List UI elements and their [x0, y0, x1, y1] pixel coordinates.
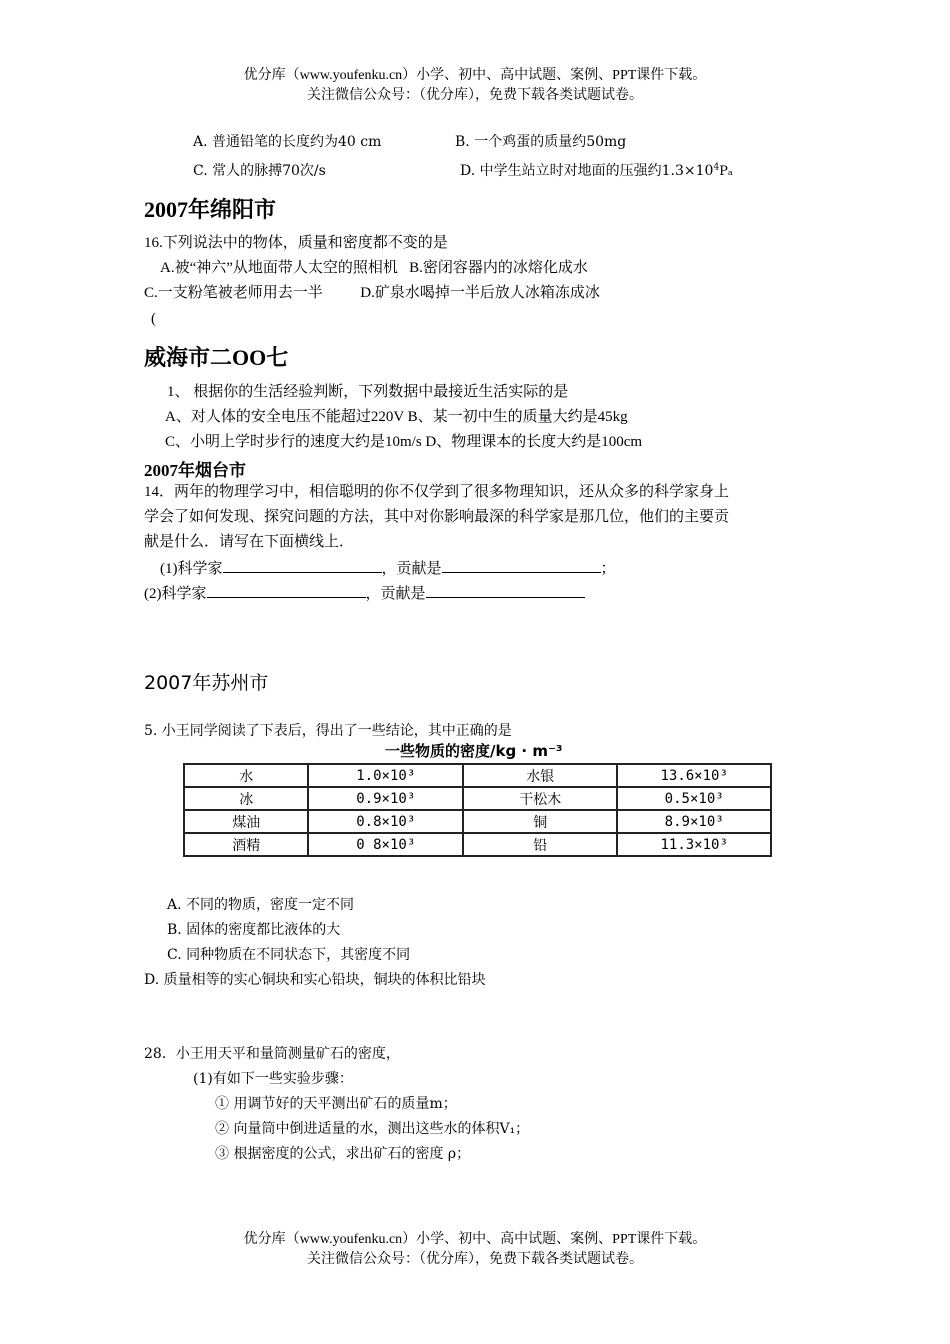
weihai-options-ab: A、对人体的安全电压不能超过220V B、某一初中生的质量大约是45kg: [165, 409, 628, 425]
density-table: [183, 763, 772, 857]
step-2: ② 向量筒中倒进适量的水，测出这些水的体积V₁；: [215, 1121, 530, 1137]
suzhou-option-c: C. 同种物质在不同状态下，其密度不同: [167, 947, 411, 963]
yantai-heading: 2007年烟台市: [144, 461, 246, 480]
table-cell: 1.0×10³: [308, 764, 463, 787]
step-3: ③ 根据密度的公式，求出矿石的密度 ρ；: [215, 1146, 471, 1162]
option-d: [460, 160, 733, 180]
contribution-2-blank[interactable]: [426, 581, 585, 598]
table-cell: 13.6×10³: [617, 764, 771, 787]
table-cell: 水: [184, 764, 308, 787]
table-cell: 冰: [184, 787, 308, 810]
table-cell: 干松木: [463, 787, 617, 810]
mianyang-heading: 2007年绵阳市: [144, 197, 277, 222]
mianyang-paren: (: [151, 311, 156, 327]
suzhou-question-5: 5. 小王同学阅读了下表后，得出了一些结论，其中正确的是: [144, 723, 512, 739]
mianyang-question: 16.下列说法中的物体，质量和密度都不变的是: [144, 235, 448, 251]
weihai-heading: 威海市二OO七: [144, 345, 289, 370]
yantai-fill-1: [160, 556, 616, 580]
step-1: ① 用调节好的天平测出矿石的质量m；: [215, 1096, 457, 1112]
density-table-caption: 一些物质的密度/kg · m⁻³: [385, 742, 563, 760]
yantai-line-3: 献是什么．请写在下面横线上．: [144, 534, 355, 550]
table-cell: 11.3×10³: [617, 833, 771, 856]
mianyang-options-ab: A.被“神六”从地面带人太空的照相机 B.密闭容器内的冰熔化成水: [160, 260, 588, 276]
fill-1-contribution-label: ，贡献是: [381, 561, 442, 577]
weihai-question: 1、 根据你的生活经验判断，下列数据中最接近生活实际的是: [167, 384, 569, 400]
mianyang-options-cd: C.一支粉笔被老师用去一半 D.矿泉水喝掉一半后放人冰箱冻成冰: [144, 285, 600, 301]
table-row: [184, 810, 771, 833]
contribution-1-blank[interactable]: [442, 556, 601, 573]
question-28: 28．小王用天平和量筒测量矿石的密度，: [144, 1046, 400, 1062]
table-cell: 水银: [463, 764, 617, 787]
suzhou-option-d: D. 质量相等的实心铜块和实心铅块，铜块的体积比铅块: [144, 972, 486, 988]
option-a: A. 普通铅笔的长度约为40 cm: [193, 134, 382, 150]
fill-2-contribution-label: ，贡献是: [365, 586, 426, 602]
yantai-fill-2: [144, 581, 585, 605]
weihai-options-cd: C、小明上学时步行的速度大约是10m/s D、物理课本的长度大约是100cm: [165, 434, 643, 450]
scientist-1-blank[interactable]: [223, 556, 382, 573]
header-line-2: 关注微信公众号：（优分库），免费下载各类试题试卷。: [307, 88, 643, 103]
table-cell: 0.9×10³: [308, 787, 463, 810]
table-cell: 铜: [463, 810, 617, 833]
option-d-exponent: 4: [713, 162, 720, 173]
option-d-unit: Pₐ: [719, 164, 733, 179]
table-cell: 酒精: [184, 833, 308, 856]
suzhou-option-b: B. 固体的密度都比液体的大: [167, 922, 341, 938]
table-cell: 8.9×10³: [617, 810, 771, 833]
fill-1-semicolon: ；: [600, 561, 616, 577]
footer-line-2: 关注微信公众号：（优分库），免费下载各类试题试卷。: [307, 1252, 643, 1267]
suzhou-heading: 2007年苏州市: [144, 672, 269, 694]
table-cell: 0.5×10³: [617, 787, 771, 810]
table-row: [184, 764, 771, 787]
table-row: [184, 833, 771, 856]
suzhou-option-a: A. 不同的物质，密度一定不同: [167, 897, 355, 913]
scientist-2-blank[interactable]: [207, 581, 366, 598]
yantai-line-2: 学会了如何发现、探究问题的方法，其中对你影响最深的科学家是那几位，他们的主要贡: [144, 509, 730, 525]
table-cell: 煤油: [184, 810, 308, 833]
fill-2-label: (2)科学家: [144, 586, 207, 602]
header-line-1: 优分库（www.youfenku.cn）小学、初中、高中试题、案例、PPT课件下载。: [243, 68, 707, 83]
table-cell: 0 8×10³: [308, 833, 463, 856]
table-cell: 铅: [463, 833, 617, 856]
footer-line-1: 优分库（www.youfenku.cn）小学、初中、高中试题、案例、PPT课件下载。: [243, 1232, 707, 1247]
table-cell: 0.8×10³: [308, 810, 463, 833]
option-c: C. 常人的脉搏70次/s: [193, 163, 326, 179]
fill-1-label: (1)科学家: [160, 561, 223, 577]
yantai-line-1: 14．两年的物理学习中，相信聪明的你不仅学到了很多物理知识，还从众多的科学家身上: [144, 484, 730, 500]
question-28-sub: (1)有如下一些实验步骤：: [193, 1071, 353, 1087]
option-b: B. 一个鸡蛋的质量约50mg: [455, 134, 627, 150]
option-d-text: D. 中学生站立时对地面的压强约1.3×10: [460, 163, 714, 179]
table-row: [184, 787, 771, 810]
